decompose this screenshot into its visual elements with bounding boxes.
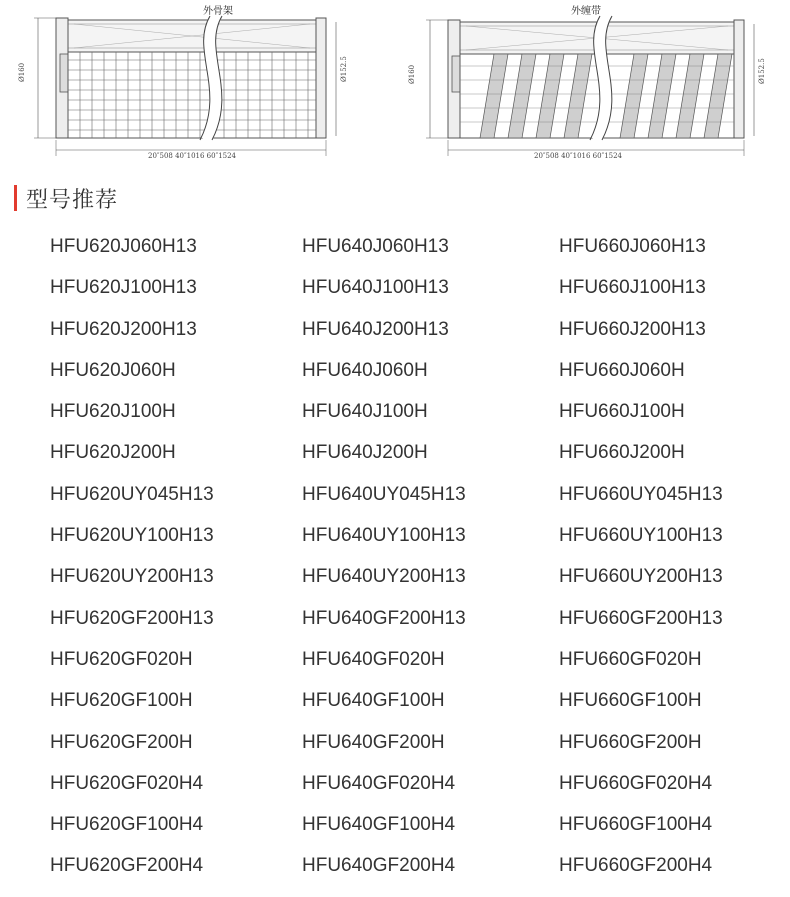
model-item: HFU640UY100H13 xyxy=(302,525,466,547)
model-item: HFU660J100H13 xyxy=(559,277,706,299)
model-item: HFU640GF200H xyxy=(302,731,445,753)
model-row xyxy=(50,728,790,769)
outer-wrap-diagram xyxy=(400,0,770,172)
model-item: HFU640GF200H13 xyxy=(302,607,466,629)
model-list xyxy=(50,232,790,893)
model-item: HFU660UY045H13 xyxy=(559,483,723,505)
model-row xyxy=(50,686,790,727)
model-item: HFU620GF200H4 xyxy=(50,855,204,877)
model-row xyxy=(50,315,790,356)
model-row xyxy=(50,480,790,521)
model-item: HFU660GF100H xyxy=(559,690,702,712)
model-item: HFU620GF200H xyxy=(50,731,193,753)
model-row xyxy=(50,356,790,397)
model-item: HFU640GF020H xyxy=(302,648,445,670)
model-item: HFU660J060H xyxy=(559,359,685,381)
model-item: HFU640GF100H4 xyxy=(302,814,456,836)
model-row xyxy=(50,232,790,273)
model-item: HFU640J060H xyxy=(302,359,428,381)
model-item: HFU640J060H13 xyxy=(302,236,449,257)
heading-accent-bar xyxy=(14,185,17,211)
drawing-outer-wrap xyxy=(400,0,770,172)
model-row xyxy=(50,851,790,892)
model-item: HFU620GF020H xyxy=(50,648,193,670)
outer-wrap-caption: 外缠带 xyxy=(571,6,601,17)
model-row xyxy=(50,604,790,645)
model-item: HFU660UY200H13 xyxy=(559,566,723,588)
model-row xyxy=(50,273,790,314)
model-item: HFU620GF020H4 xyxy=(50,772,204,794)
model-item: HFU660GF200H4 xyxy=(559,855,713,877)
model-item: HFU620J100H13 xyxy=(50,277,197,299)
model-item: HFU640GF200H4 xyxy=(302,855,456,877)
model-item: HFU620J200H13 xyxy=(50,318,197,340)
model-row xyxy=(50,645,790,686)
model-item: HFU640J100H xyxy=(302,401,428,423)
model-item: HFU640UY045H13 xyxy=(302,483,466,505)
outer-skeleton-caption: 外骨架 xyxy=(203,6,233,17)
model-item: HFU660GF100H4 xyxy=(559,814,713,836)
model-item: HFU620J100H xyxy=(50,401,176,423)
model-row xyxy=(50,397,790,438)
model-item: HFU620GF100H xyxy=(50,690,193,712)
model-item: HFU660UY100H13 xyxy=(559,525,723,547)
model-item: HFU640GF020H4 xyxy=(302,772,456,794)
model-item: HFU640J200H xyxy=(302,442,428,464)
diameter-outer-label: Ø160 xyxy=(18,62,26,82)
model-item: HFU620J060H xyxy=(50,359,176,381)
length-options-label: 20″508 40″1016 60″1524 xyxy=(534,152,623,160)
model-row xyxy=(50,521,790,562)
model-item: HFU620J060H13 xyxy=(50,236,197,257)
model-item: HFU660J060H13 xyxy=(559,236,706,257)
section-title: 型号推荐 xyxy=(26,187,119,213)
model-row xyxy=(50,438,790,479)
model-item: HFU620UY045H13 xyxy=(50,483,214,505)
model-item: HFU660J200H13 xyxy=(559,318,706,340)
section-heading xyxy=(14,183,118,213)
outer-skeleton-diagram xyxy=(10,0,350,172)
model-item: HFU620GF200H13 xyxy=(50,607,214,629)
model-item: HFU620J200H xyxy=(50,442,176,464)
model-item: HFU640GF100H xyxy=(302,690,445,712)
diameter-inner-label: Ø152.5 xyxy=(340,56,348,82)
model-item: HFU640J200H13 xyxy=(302,318,449,340)
technical-drawings xyxy=(0,0,790,175)
model-item: HFU660GF020H xyxy=(559,648,702,670)
model-item: HFU620UY200H13 xyxy=(50,566,214,588)
model-item: HFU620UY100H13 xyxy=(50,525,214,547)
model-item: HFU640J100H13 xyxy=(302,277,449,299)
diameter-inner-label: Ø152.5 xyxy=(758,58,766,84)
drawing-outer-skeleton xyxy=(10,0,350,172)
model-row xyxy=(50,562,790,603)
length-options-label: 20″508 40″1016 60″1524 xyxy=(148,152,237,160)
model-row xyxy=(50,769,790,810)
model-item: HFU660GF200H xyxy=(559,731,702,753)
model-item: HFU660J200H xyxy=(559,442,685,464)
model-item: HFU660J100H xyxy=(559,401,685,423)
diameter-outer-label: Ø160 xyxy=(408,64,416,84)
model-item: HFU620GF100H4 xyxy=(50,814,204,836)
model-item: HFU660GF200H13 xyxy=(559,607,723,629)
model-row xyxy=(50,810,790,851)
model-item: HFU640UY200H13 xyxy=(302,566,466,588)
model-item: HFU660GF020H4 xyxy=(559,772,713,794)
